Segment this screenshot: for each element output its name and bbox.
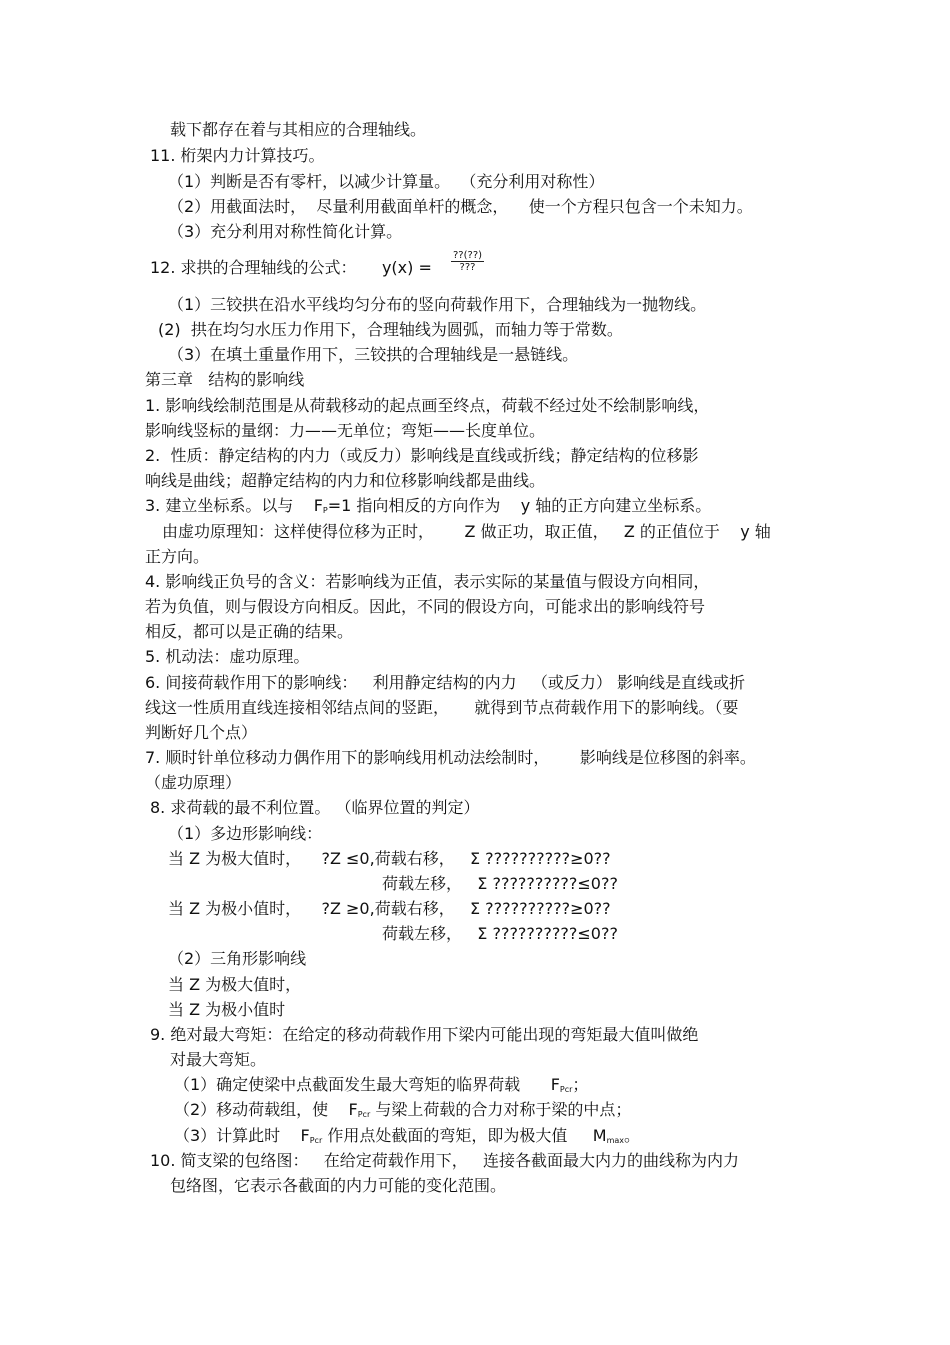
- text-line: （3）计算此时 $F_{Pcr}$ 作用点处截面的弯矩，即为极大值 $M_{max}$。: [174, 1126, 641, 1145]
- text-line: 对最大弯矩。: [170, 1050, 267, 1069]
- text-line: 线这一性质用直线连接相邻结点间的竖距， 就得到节点荷载作用下的影响线。（要: [145, 698, 739, 717]
- formula-numerator: ??(??): [453, 250, 483, 261]
- text-line: （1）判断是否有零杆，以减少计算量。 （充分利用对称性）: [168, 172, 605, 191]
- text-line: 10. 简支梁的包络图： 在给定荷载作用下， 连接各截面最大内力的曲线称为内力: [150, 1151, 740, 1170]
- text-line: 当 Z 为极小值时: [168, 1000, 286, 1019]
- section-heading-11: 11. 桁架内力计算技巧。: [150, 146, 325, 165]
- text-line: 荷载左移， Σ ??????????≤0??: [382, 874, 618, 893]
- text-line: 9. 绝对最大弯矩：在给定的移动荷载作用下梁内可能出现的弯矩最大值叫做绝: [150, 1025, 699, 1044]
- text-line: （1）三铰拱在沿水平线均匀分布的竖向荷载作用下，合理轴线为一抛物线。: [168, 295, 707, 314]
- text-line: （1）多边形影响线：: [168, 824, 323, 843]
- text-line: 4. 影响线正负号的含义：若影响线为正值，表示实际的某量值与假设方向相同，: [145, 572, 710, 591]
- section-heading-12: 12. 求拱的合理轴线的公式： y(x) =: [150, 258, 432, 277]
- text-line: 由虚功原理知：这样使得位移为正时， Z 做正功，取正值， Z 的正值位于 y 轴: [162, 522, 771, 541]
- text-line: 1. 影响线绘制范围是从荷载移动的起点画至终点，荷载不经过处不绘制影响线，: [145, 396, 710, 415]
- text-line: 荷载左移， Σ ??????????≤0??: [382, 924, 618, 943]
- arch-axis-formula: [451, 250, 484, 273]
- text-line: （3）在填土重量作用下，三铰拱的合理轴线是一悬链线。: [168, 345, 579, 364]
- text-line: 3. 建立坐标系。以与 $F_P=1$ 指向相反的方向作为 y 轴的正方向建立坐标系。: [145, 496, 712, 515]
- chapter-title: 第三章 结构的影响线: [145, 370, 305, 389]
- text-line: 相反，都可以是正确的结果。: [145, 622, 354, 641]
- text-line: 当 Z 为极大值时，: [168, 975, 302, 994]
- text-line: 判断好几个点）: [145, 723, 258, 742]
- text-line: 包络图，它表示各截面的内力可能的变化范围。: [170, 1176, 507, 1195]
- text-line: （虚功原理）: [145, 773, 242, 792]
- text-line: 正方向。: [145, 547, 210, 566]
- formula-denominator: ???: [459, 262, 476, 273]
- text-line: 7. 顺时针单位移动力偶作用下的影响线用机动法绘制时， 影响线是位移图的斜率。: [145, 748, 756, 767]
- text-line: 6. 间接荷载作用下的影响线： 利用静定结构的内力 （或反力） 影响线是直线或折: [145, 673, 745, 692]
- text-line: （2）三角形影响线: [168, 949, 307, 968]
- text-line: 影响线竖标的量纲：力——无单位；弯矩——长度单位。: [145, 421, 546, 440]
- text-line: 载下都存在着与其相应的合理轴线。: [170, 120, 427, 139]
- text-line: 若为负值，则与假设方向相反。因此，不同的假设方向，可能求出的影响线符号: [145, 597, 706, 616]
- text-line: （2）用截面法时， 尽量利用截面单杆的概念， 使一个方程只包含一个未知力。: [168, 197, 753, 216]
- text-line: （2）移动荷载组，使 $F_{Pcr}$ 与梁上荷载的合力对称于梁的中点；: [174, 1100, 632, 1119]
- text-line: （3）充分利用对称性简化计算。: [168, 222, 403, 241]
- text-line: (2) 拱在均匀水压力作用下，合理轴线为圆弧，而轴力等于常数。: [158, 320, 623, 339]
- text-line: 当 Z 为极小值时， ?Z ≥0,荷载右移， Σ ??????????≥0??: [168, 899, 611, 918]
- text-line: 响线是曲线；超静定结构的内力和位移影响线都是曲线。: [145, 471, 546, 490]
- text-line: 2. 性质：静定结构的内力（或反力）影响线是直线或折线；静定结构的位移影: [145, 446, 699, 465]
- text-line: （1）确定使梁中点截面发生最大弯矩的临界荷载 $F_{Pcr}$；: [174, 1075, 589, 1094]
- text-line: 当 Z 为极大值时， ?Z ≤0,荷载右移， Σ ??????????≥0??: [168, 849, 611, 868]
- text-line: 5. 机动法：虚功原理。: [145, 647, 310, 666]
- text-line: 8. 求荷载的最不利位置。 （临界位置的判定）: [150, 798, 480, 817]
